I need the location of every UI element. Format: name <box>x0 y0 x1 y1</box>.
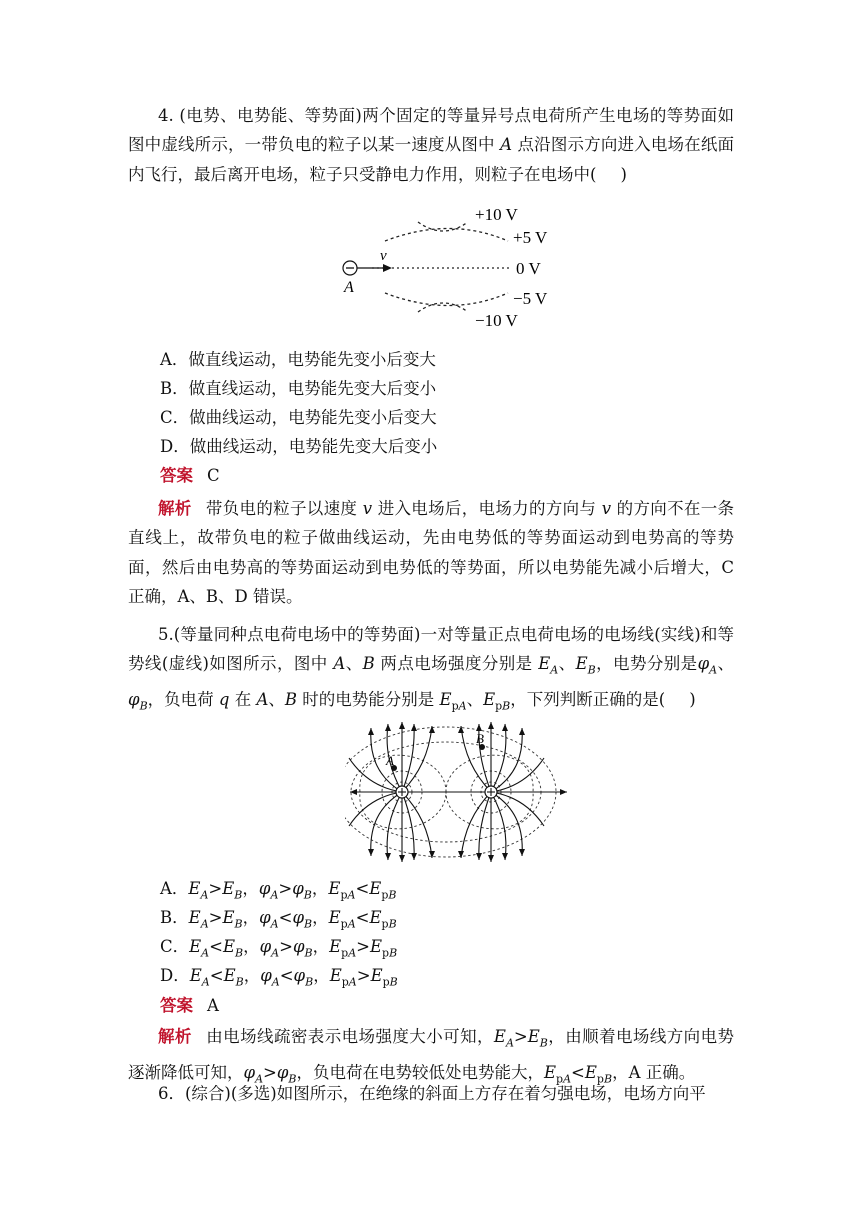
question-4-stem: 4. (电势、电势能、等势面)两个固定的等量异号点电荷所产生电场的等势面如图中虚线所示，一带负电的粒子以某一速度从图中 A 点沿图示方向进入电场在纸面内飞行，最后离开电场，粒子只受静电力作用，则粒子在电场中( ) <box>128 106 735 184</box>
field-lines-figure-q5 <box>345 718 575 863</box>
q5-option-b: B．$E_A>E_B$，$\varphi_A<\varphi_B$，$E_{pA}<E_{pB}$ <box>160 908 397 931</box>
q5-analysis: 解析 由电场线疏密表示电场强度大小可知，$E_A>E_B$，由顺着电场线方向电势逐渐降低可知，$\varphi_A>\varphi_B$，负电荷在电势较低处电势能大，$E_{pA}<E_{pB}$，A 正确。 <box>128 1027 735 1085</box>
question-6-stem: 6．(综合)(多选)如图所示，在绝缘的斜面上方存在着匀强电场，电场方向平 <box>158 1084 706 1103</box>
label-zero-v: 0 V <box>516 259 541 278</box>
q4-option-c: C．做曲线运动，电势能先变小后变大 <box>160 408 437 427</box>
q4-option-a: A．做直线运动，电势能先变小后变大 <box>160 350 436 369</box>
label-minus5v: −5 V <box>513 289 548 308</box>
point-a-label: A <box>386 753 394 768</box>
q4-answer: 答案 C <box>160 466 220 485</box>
label-minus10v: −10 V <box>475 311 518 330</box>
velocity-arrow-head <box>383 264 392 272</box>
q4-option-d: D．做曲线运动，电势能先变大后变小 <box>160 437 438 456</box>
field-lines <box>349 722 567 862</box>
point-b-label: B <box>476 731 484 746</box>
point-a-label: A <box>344 279 354 296</box>
question-5-stem: 5.(等量同种点电荷电场中的等势面)一对等量正点电荷电场的电场线(实线)和等势线(虚线)如图所示，图中 A、B 两点电场强度分别是 $E_A$、$E_B$，电势分别是$\varphi_A$、$\varphi_B$，负电荷 q 在 A、B 时的电势能分别是 $E_{pA}$、$E_{pB}$，下列判断正确的是( ) <box>128 625 735 713</box>
q5-answer: 答案 A <box>160 996 219 1015</box>
q4-analysis: 解析 带负电的粒子以速度 v 进入电场后，电场力的方向与 v 的方向不在一条直线上，故带负电的粒子做曲线运动，先由电势低的等势面运动到电势高的等势面，然后由电势高的等势面运动到电势低的等势面，所以电势能先减小后增大，C 正确，A、B、D 错误。 <box>128 499 735 606</box>
q5-option-c: C．$E_A<E_B$，$\varphi_A>\varphi_B$，$E_{pA}>E_{pB}$ <box>160 937 398 960</box>
equipotential-figure-q4 <box>330 198 570 333</box>
q5-option-d: D．$E_A<E_B$，$\varphi_A<\varphi_B$，$E_{pA}>E_{pB}$ <box>160 966 398 989</box>
velocity-label: v <box>380 248 387 264</box>
q4-option-b: B．做直线运动，电势能先变大后变小 <box>160 379 437 398</box>
label-plus5v: +5 V <box>513 228 548 247</box>
label-plus10v: +10 V <box>475 205 518 224</box>
q5-option-a: A．$E_A>E_B$，$\varphi_A>\varphi_B$，$E_{pA}<E_{pB}$ <box>160 879 397 902</box>
